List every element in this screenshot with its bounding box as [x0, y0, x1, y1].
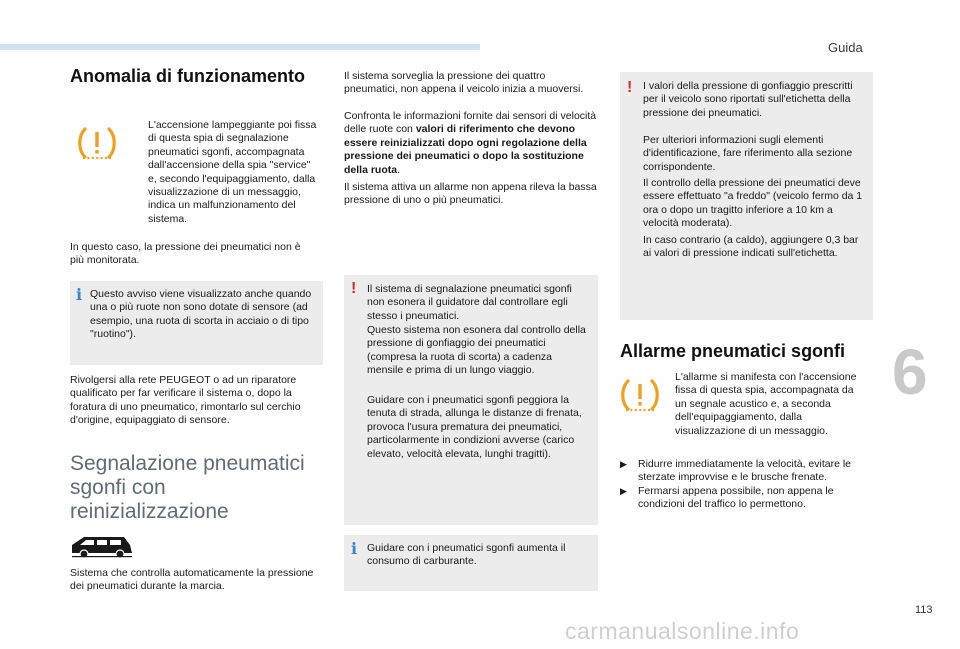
para-allarme: Il sistema attiva un allarme non appena rileva la bassa pressione di uno o più pneumatici.: [344, 181, 597, 207]
page-number: 113: [915, 604, 933, 616]
list-item: ▶ Fermarsi appena possibile, non appena le condizioni del traffico lo permettono.: [620, 484, 834, 511]
title-anomalia: Anomalia di funzionamento: [70, 66, 306, 86]
list-item: ▶ Ridurre immediatamente la velocità, evitare le sterzate improvvise e le brusche frenate.: [620, 458, 852, 484]
para-confronta: Confronta le informazioni fornite dai sensori di velocità delle ruote con valori di riferimento che devono essere reinizializzati dopo ogni regolazione della pressione dei pneumatici o dopo la sostituzione della ruota.: [344, 110, 597, 176]
warning-values-4: In caso contrario (a caldo), aggiungere 0,3 bar ai valori di pressione indicati sull'etichetta.: [643, 234, 859, 260]
info-text-fuel: Guidare con i pneumatici sgonfi aumenta il consumo di carburante.: [367, 542, 566, 568]
car-silhouette-icon: [70, 531, 134, 561]
warning-text-2: Questo sistema non esonera dal controllo della pressione di gonfiaggio dei pneumatici (compresa la ruota di scorta) a cadenza mensile e prima di un lungo viaggio.: [367, 324, 586, 377]
warning-text-3: Guidare con i pneumatici sgonfi peggiora la tenuta di strada, allunga le distanze di frenata, provoca l'usura prematura dei pneumatici, particolarmente in condizioni avverse (carico elevato, velocità elevata, lunghi tragitti).: [367, 394, 582, 460]
warning-values-1: I valori della pressione di gonfiaggio prescritti per il veicolo sono riportati sull'etichetta della pressione dei pneumatici.: [643, 80, 853, 119]
para-peugeot: Rivolgersi alla rete PEUGEOT o ad un riparatore qualificato per far verificare il sistema o, dopo la foratura di uno pneumatico, rimontarlo sul cerchio d'origine, equipaggiato di sensore.: [70, 374, 301, 427]
chapter-number: 6: [892, 336, 928, 408]
tyre-pressure-warning-icon: [76, 126, 118, 160]
watermark: carmanualsonline.info: [565, 618, 800, 644]
warning-mark-icon: !: [351, 280, 357, 297]
info-mark-icon: i: [351, 539, 358, 558]
subtitle-segnalazione: Segnalazione pneumatici sgonfi con reinizializzazione: [70, 452, 305, 523]
warning-values-2: Per ulteriori informazioni sugli elementi d'identificazione, fare riferimento alla sezione corrispondente.: [643, 134, 853, 173]
warning-text-allarme: L'allarme si manifesta con l'accensione fissa di questa spia, accompagnata da un segnale acustico e, a seconda dell'equipaggiamento, dalla visualizzazione di un messaggio.: [675, 371, 857, 437]
warning-mark-icon: !: [627, 79, 633, 96]
para-sistema: Sistema che controlla automaticamente la pressione dei pneumatici durante la marcia.: [70, 567, 314, 593]
arrow-bullet-icon: ▶: [620, 485, 627, 496]
arrow-bullet-icon: ▶: [620, 459, 627, 469]
warning-text-1: Il sistema di segnalazione pneumatici sgonfi non esonera il guidatore dal controllare egli stesso i pneumatici.: [367, 283, 572, 322]
action-list: [620, 458, 870, 512]
section-label: Guida: [828, 40, 863, 55]
title-allarme: Allarme pneumatici sgonfi: [620, 341, 846, 361]
para-confronta-bold: valori di riferimento che devono essere reinizializzati dopo ogni regolazione della pressione dei pneumatici o dopo la sostituzione della ruota: [344, 123, 587, 176]
para-monitoring: In questo caso, la pressione dei pneumatici non è più monitorata.: [70, 241, 301, 267]
para-sorveglia: Il sistema sorveglia la pressione dei quattro pneumatici, non appena il veicolo inizia a muoversi.: [344, 70, 584, 96]
warning-text-anomalia: L'accensione lampeggiante poi fissa di questa spia di segnalazione pneumatici sgonfi, accompagnata dall'accensione della spia "service" e, secondo l'equipaggiamento, dalla visualizzazione di un messaggio, indica un malfunzionamento del sistema.: [148, 119, 317, 225]
top-accent-bar: [0, 44, 480, 50]
warning-values-3: Il controllo della pressione dei pneumatici deve essere effettuato "a freddo" (veicolo fermo da 1 ora o dopo un tragitto inferiore a 10 km a velocità moderata).: [643, 177, 863, 230]
info-mark-icon: i: [76, 285, 83, 304]
info-text-sensor: Questo avviso viene visualizzato anche quando una o più ruote non sono dotate di sensore (ad esempio, una ruota di scorta in acciaio o di tipo "ruotino").: [90, 288, 312, 341]
tyre-pressure-warning-icon: [619, 378, 661, 412]
